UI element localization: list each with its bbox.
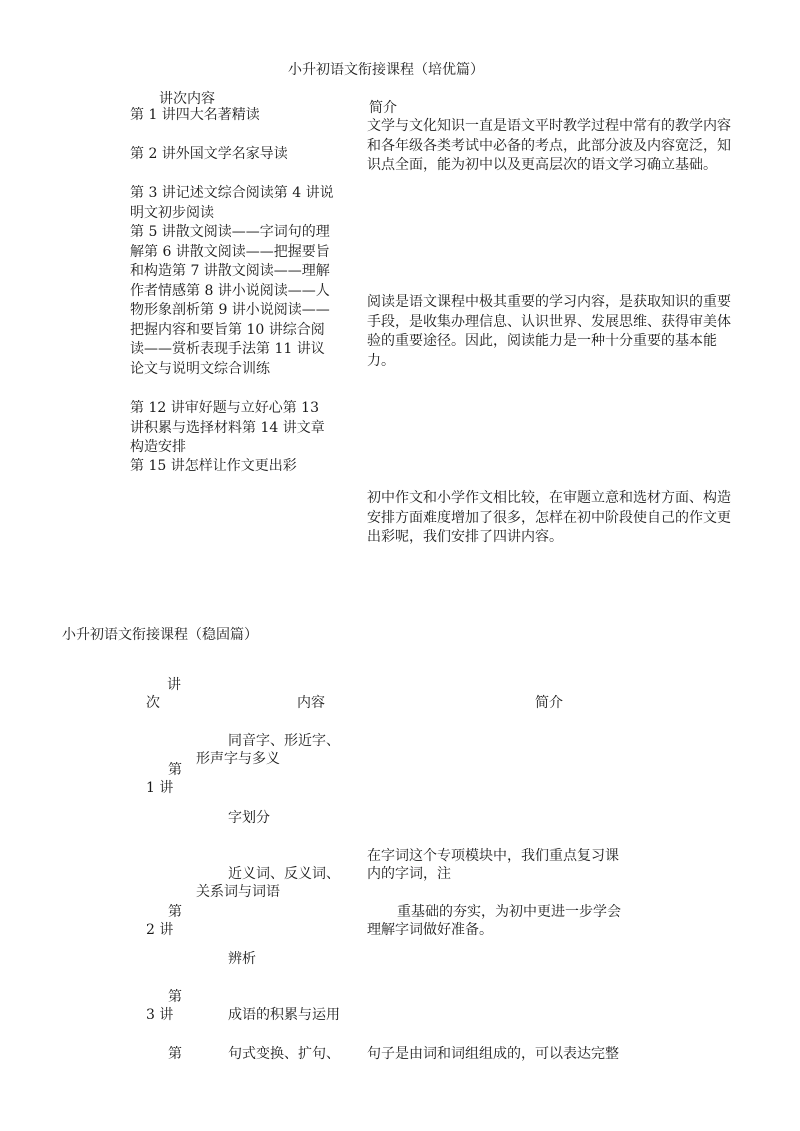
lecture-item: 第 12 讲审好题与立好心第 13 讲积累与选择材料第 14 讲文章构造安排 bbox=[130, 400, 325, 455]
lecture-item: 第 3 讲记述文综合阅读第 4 讲说明文初步阅读 bbox=[130, 185, 334, 221]
lecture-column-header: 讲次内容 bbox=[159, 91, 215, 107]
intro-paragraph-literature: 文学与文化知识一直是语文平时教学过程中常有的教学内容和各年级各类考试中必备的考点，此部分波及内容宽泛，知识点全面，能为初中以及更高层次的语文学习确立基础。 bbox=[367, 118, 731, 173]
lesson3-number-a: 第 bbox=[168, 989, 182, 1005]
header-ci: 次 bbox=[146, 695, 160, 711]
lecture-item: 第 5 讲散文阅读——字词句的理解第 6 讲散文阅读——把握要旨和构造第 7 讲散文阅读——理解作者情感第 8 讲小说阅读——人物形象剖析第 9 讲小说阅读——把握内容和要旨第 10 讲综合阅读——赏析表现手法第 11 讲议论文与说明文综合训练 bbox=[130, 224, 330, 377]
lesson1-number-a: 第 bbox=[168, 762, 182, 778]
lesson1-content-line: 字划分 bbox=[228, 810, 270, 826]
lesson1-content-line: 同音字、形近字、 bbox=[228, 733, 340, 749]
lesson4-number-a: 第 bbox=[168, 1046, 182, 1062]
lesson3-content: 成语的积累与运用 bbox=[228, 1007, 340, 1023]
header-intro: 简介 bbox=[535, 695, 563, 711]
header-content: 内容 bbox=[297, 695, 325, 711]
page-title-wengu: 小升初语文衔接课程（稳固篇） bbox=[62, 627, 258, 643]
lesson4-intro-line: 句子是由词和词组组成的，可以表达完整 bbox=[367, 1046, 619, 1062]
page-title-peiyou: 小升初语文衔接课程（培优篇） bbox=[288, 62, 484, 78]
lesson2-intro-line: 理解字词做好准备。 bbox=[367, 922, 493, 938]
intro-paragraph-reading: 阅读是语文课程中极其重要的学习内容，是获取知识的重要手段，是收集办理信息、认识世界、发展思维、获得审美体验的重要途径。因此，阅读能力是一种十分重要的基本能力。 bbox=[367, 294, 731, 369]
lesson2-intro-line: 在字词这个专项模块中，我们重点复习课 bbox=[367, 848, 619, 864]
lesson2-intro-line: 内的字词，注 bbox=[367, 866, 451, 882]
lesson3-number-b: 3 讲 bbox=[146, 1007, 174, 1023]
lesson2-number-b: 2 讲 bbox=[146, 922, 174, 938]
lesson1-number-b: 1 讲 bbox=[146, 780, 174, 796]
lesson1-content-line: 形声字与多义 bbox=[196, 751, 280, 767]
lesson2-intro-line: 重基础的夯实，为初中更进一步学会 bbox=[397, 904, 621, 920]
lecture-item: 第 15 讲怎样让作文更出彩 bbox=[130, 458, 297, 474]
lecture-item: 第 1 讲四大名著精读 bbox=[130, 107, 260, 123]
intro-paragraph-writing: 初中作文和小学作文相比较，在审题立意和选材方面、构造安排方面难度增加了很多，怎样在初中阶段使自己的作文更出彩呢，我们安排了四讲内容。 bbox=[367, 490, 731, 545]
header-jiang: 讲 bbox=[167, 677, 181, 693]
lesson2-number-a: 第 bbox=[168, 904, 182, 920]
lecture-item: 第 2 讲外国文学名家导读 bbox=[130, 146, 288, 162]
intro-column-header: 简介 bbox=[369, 100, 397, 116]
lesson2-content-line: 辨析 bbox=[228, 951, 256, 967]
lesson4-content: 句式变换、扩句、 bbox=[228, 1046, 340, 1062]
lesson2-content-line: 关系词与词语 bbox=[196, 884, 280, 900]
lesson2-content-line: 近义词、反义词、 bbox=[228, 866, 340, 882]
